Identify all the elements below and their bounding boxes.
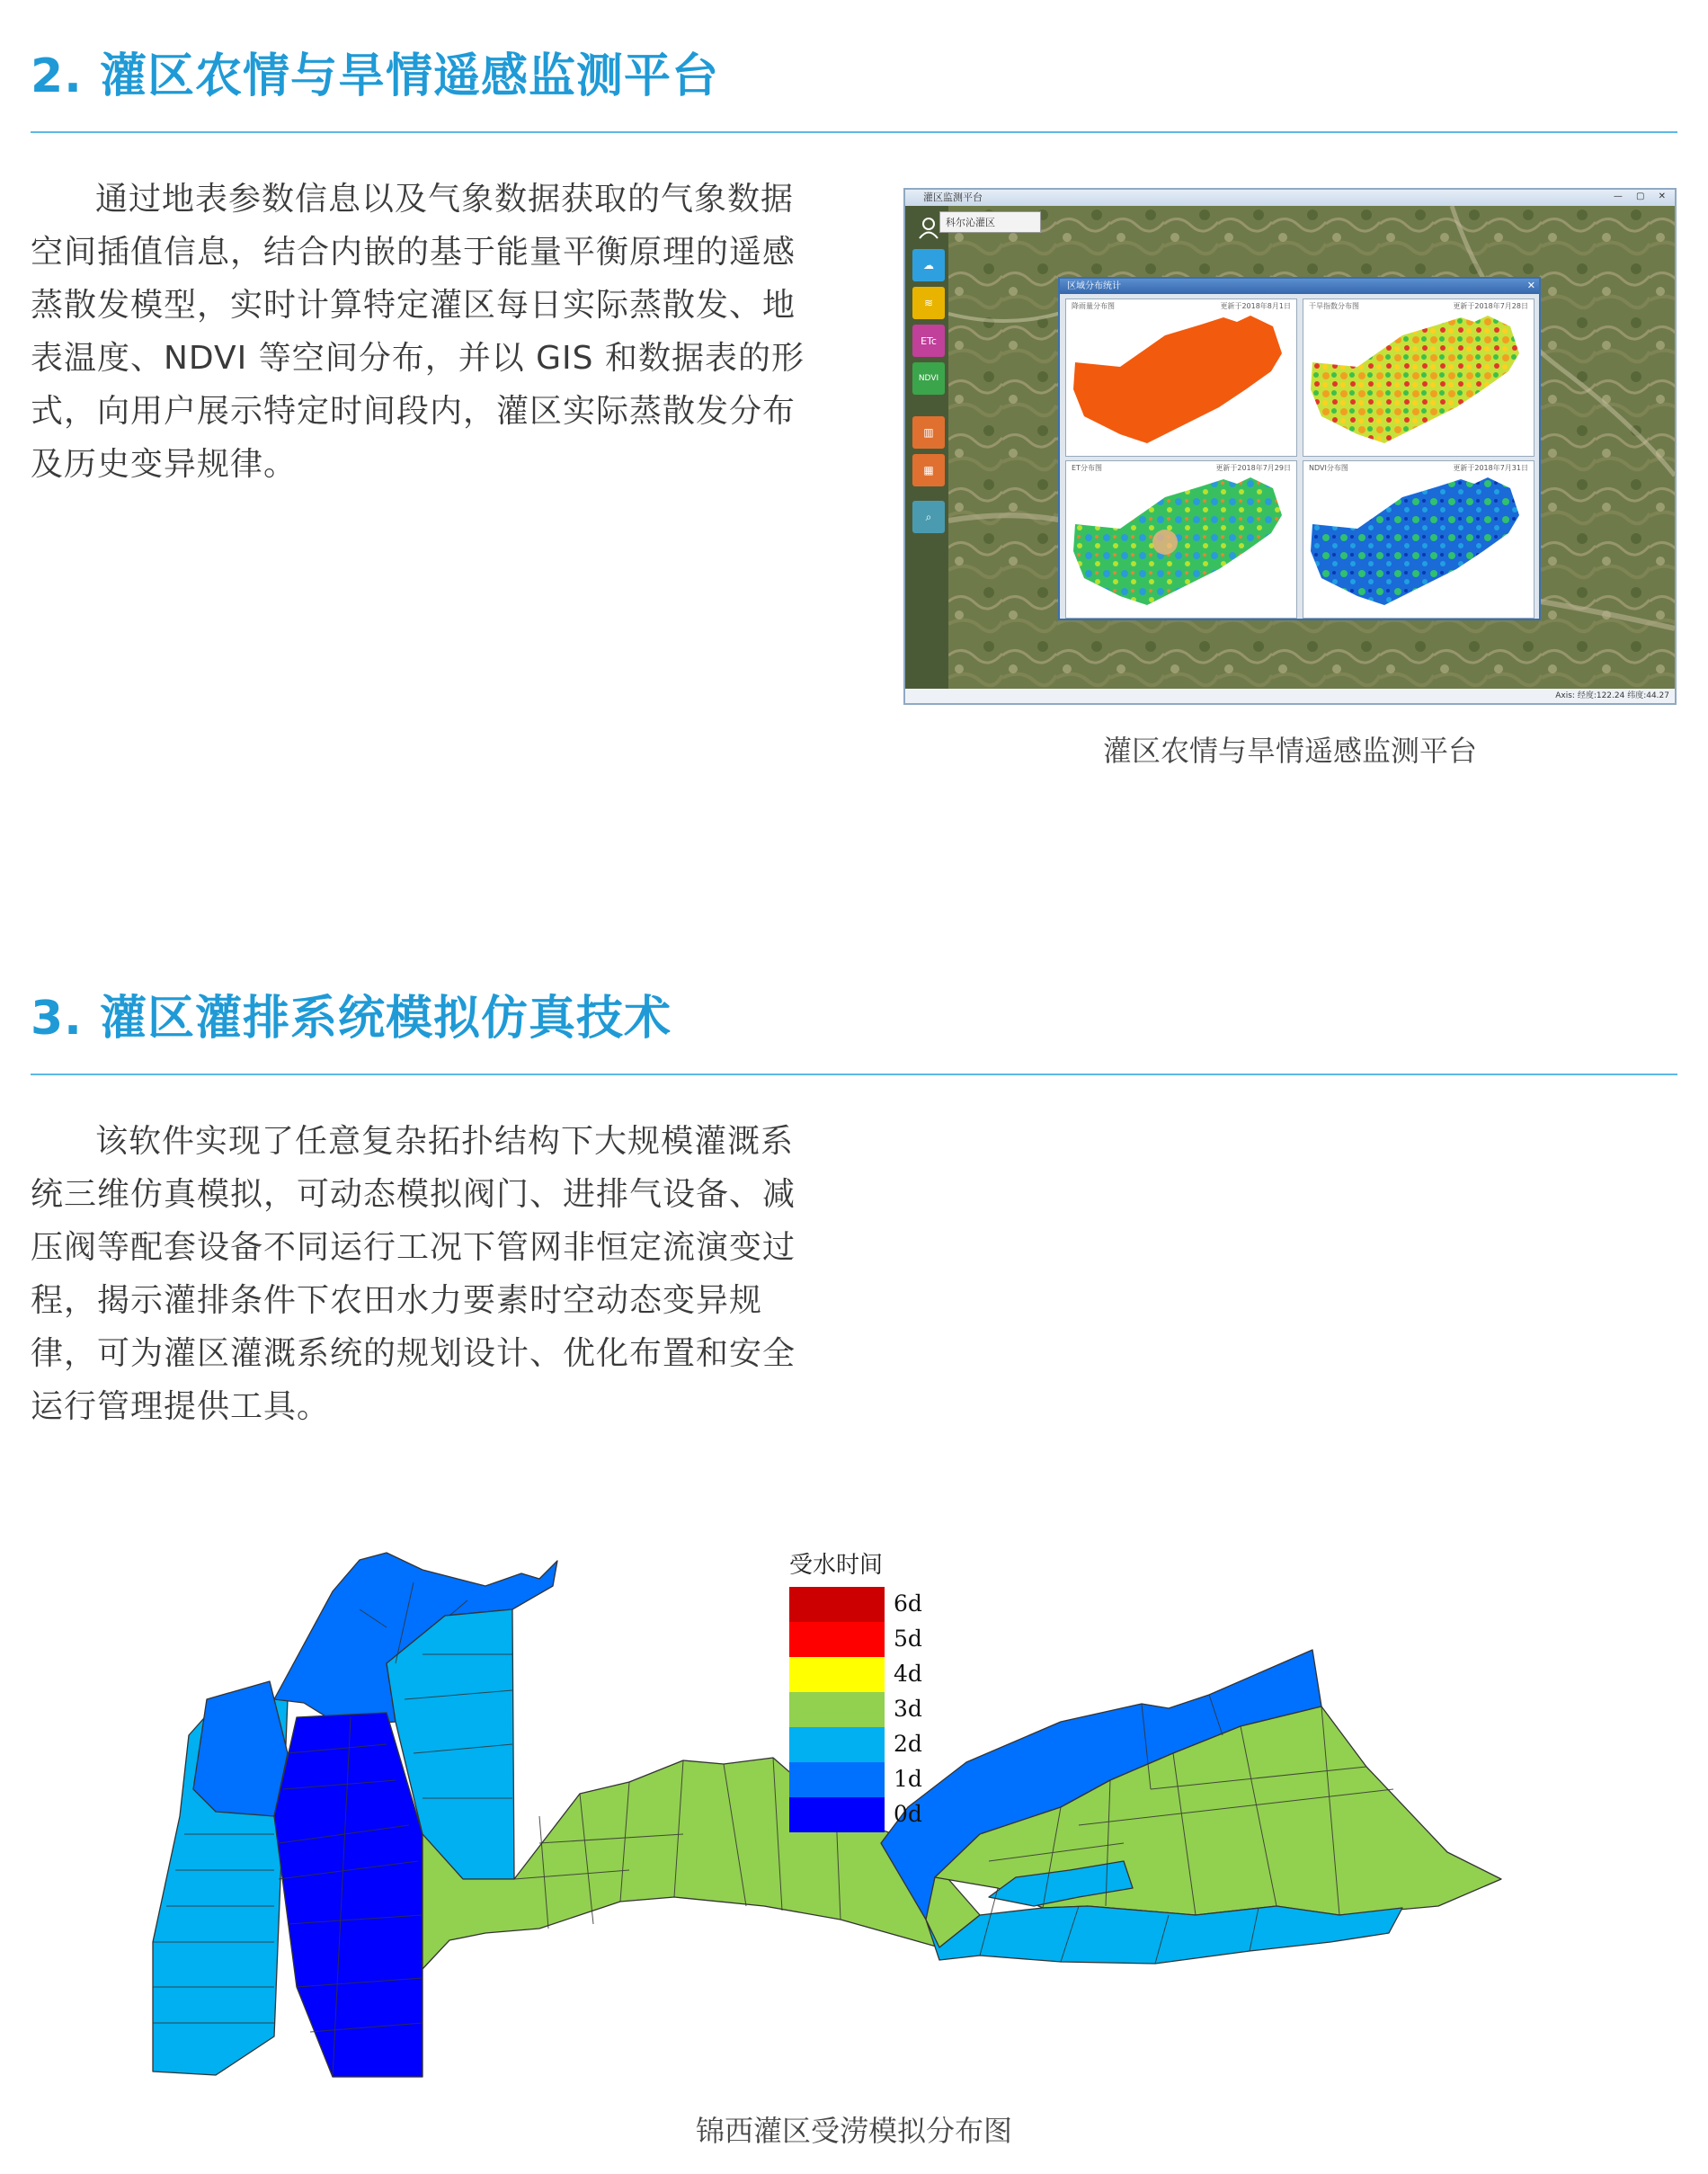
map-caption: 锦西灌区受涝模拟分布图 <box>695 2114 1012 2148</box>
panel-date: 更新于2018年8月1日 <box>1220 302 1291 310</box>
map-legend <box>789 1546 922 1832</box>
popup-title: 区域分布统计 <box>1060 279 1539 294</box>
window-controls[interactable]: — ▢ ✕ <box>1613 192 1671 201</box>
ndvi-panel[interactable] <box>1303 460 1535 619</box>
legend-label: 5d <box>894 1626 922 1652</box>
legend-item <box>789 1657 922 1692</box>
close-icon[interactable]: ✕ <box>1526 280 1535 291</box>
legend-label: 0d <box>894 1801 922 1827</box>
legend-item <box>789 1797 922 1832</box>
rainfall-panel[interactable] <box>1065 298 1297 457</box>
legend-item <box>789 1692 922 1727</box>
statistics-popup <box>1058 277 1541 620</box>
rainfall-map-image <box>1066 299 1297 457</box>
section-3-title: 3. 灌区灌排系统模拟仿真技术 <box>31 992 672 1046</box>
legend-label: 3d <box>894 1696 922 1722</box>
legend-swatch <box>789 1692 885 1727</box>
section-2-paragraph: 通过地表参数信息以及气象数据获取的气象数据空间插值信息，结合内嵌的基于能量平衡原理的遥感蒸散发模型，实时计算特定灌区每日实际蒸散发、地表温度、NDVI 等空间分布，并以 GIS 和数据表的形式，向用户展示特定时间段内，灌区实际蒸散发分布及历史变异规律。 <box>31 181 805 483</box>
heat-icon[interactable]: ≋ <box>912 287 945 319</box>
legend-swatch <box>789 1587 885 1622</box>
et-map-image <box>1066 461 1297 619</box>
window-titlebar: 灌区监测平台 <box>905 190 1675 206</box>
etc-icon[interactable]: ETc <box>912 325 945 357</box>
section-2-title: 2. 灌区农情与旱情遥感监测平台 <box>31 49 720 103</box>
legend-item <box>789 1762 922 1797</box>
ndvi-icon[interactable]: NDVI <box>912 362 945 395</box>
legend-swatch <box>789 1622 885 1657</box>
panel-title: ET分布图 <box>1072 464 1102 472</box>
et-panel[interactable] <box>1065 460 1297 619</box>
status-bar: Axis: 经度:122.24 纬度:44.27 <box>905 689 1675 703</box>
section-3-divider <box>31 1074 1677 1075</box>
chart-icon[interactable]: ▥ <box>912 416 945 449</box>
legend-swatch <box>789 1797 885 1832</box>
panel-date: 更新于2018年7月31日 <box>1453 464 1528 472</box>
map-search-icon[interactable]: ⌕ <box>912 501 945 533</box>
legend-label: 1d <box>894 1766 922 1792</box>
ndvi-map-image <box>1303 461 1535 619</box>
drought-panel[interactable] <box>1303 298 1535 457</box>
panel-date: 更新于2018年7月29日 <box>1215 464 1291 472</box>
legend-label: 6d <box>894 1590 922 1617</box>
legend-swatch <box>789 1762 885 1797</box>
legend-item <box>789 1622 922 1657</box>
screenshot-caption: 灌区农情与旱情遥感监测平台 <box>1102 734 1477 768</box>
panel-title: NDVI分布图 <box>1309 464 1348 472</box>
legend-swatch <box>789 1727 885 1762</box>
region-dropdown[interactable]: 科尔沁灌区 <box>939 211 1041 233</box>
legend-item <box>789 1587 922 1622</box>
weather-cloud-icon[interactable]: ☁ <box>912 249 945 281</box>
legend-label: 4d <box>894 1661 922 1687</box>
section-3-paragraph: 该软件实现了任意复杂拓扑结构下大规模灌溉系统三维仿真模拟，可动态模拟阀门、进排气设备、减压阀等配套设备不同运行工况下管网非恒定流演变过程，揭示灌排条件下农田水力要素时空动态变异规律，可为灌区灌溉系统的规划设计、优化布置和安全运行管理提供工具。 <box>31 1123 796 1425</box>
panel-title: 降雨量分布图 <box>1072 302 1115 310</box>
drought-map-image <box>1303 299 1535 457</box>
monitoring-platform-screenshot <box>903 188 1677 705</box>
legend-title: 受水时间 <box>789 1552 884 1579</box>
legend-label: 2d <box>894 1731 922 1757</box>
grid-icon[interactable]: ▦ <box>912 454 945 486</box>
legend-item <box>789 1727 922 1762</box>
panel-date: 更新于2018年7月28日 <box>1453 302 1528 310</box>
section-2-divider <box>31 131 1677 133</box>
legend-swatch <box>789 1657 885 1692</box>
panel-title: 干旱指数分布图 <box>1309 302 1359 310</box>
